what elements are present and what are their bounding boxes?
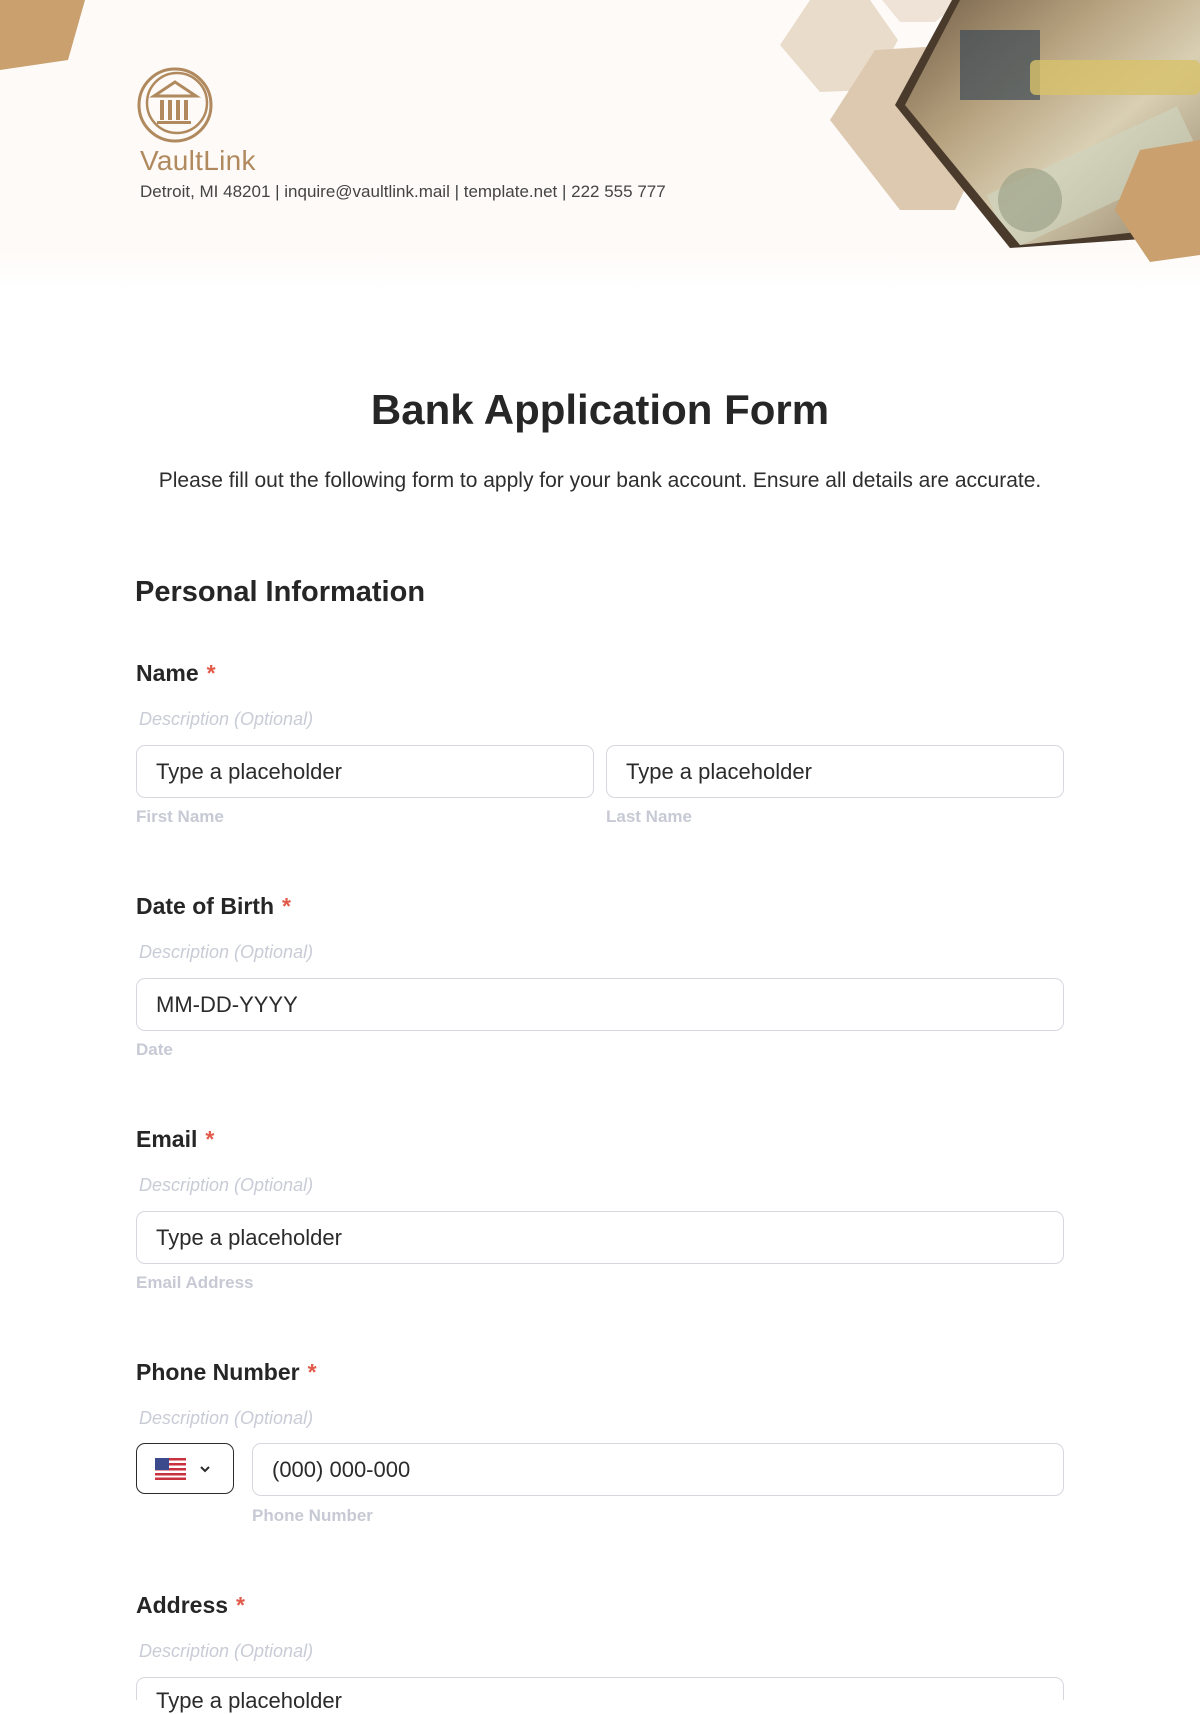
name-label-text: Name <box>136 660 199 686</box>
money-keys-photo-collage <box>730 0 1200 270</box>
phone-sublabel: Phone Number <box>252 1506 373 1525</box>
address-input[interactable] <box>136 1677 1064 1713</box>
dob-label-text: Date of Birth <box>136 893 274 919</box>
required-marker: * <box>236 1592 245 1618</box>
contact-line: Detroit, MI 48201 | inquire@vaultlink.mail | template.net | 222 555 777 <box>140 182 666 201</box>
email-input[interactable]: Type a placeholder <box>136 1211 1064 1264</box>
first-name-sublabel: First Name <box>136 807 224 826</box>
form-title: Bank Application Form <box>370 386 830 433</box>
phone-input[interactable]: (000) 000-000 <box>252 1443 1064 1496</box>
corner-decoration <box>0 0 100 80</box>
last-name-input[interactable]: Type a placeholder <box>606 745 1064 798</box>
dob-sublabel: Date <box>136 1040 173 1059</box>
required-marker: * <box>205 1126 215 1152</box>
form-subtitle: Please fill out the following form to apply for your bank account. Ensure all details are accurate. <box>158 469 1042 492</box>
first-name-input[interactable]: Type a placeholder <box>136 745 594 798</box>
required-marker: * <box>307 1359 317 1385</box>
name-description[interactable]: Description (Optional) <box>139 709 314 729</box>
address-label-text: Address <box>136 1592 229 1618</box>
country-code-select[interactable] <box>136 1443 234 1494</box>
email-label-text: Email <box>136 1126 198 1152</box>
dob-label <box>136 893 291 920</box>
required-marker: * <box>206 660 216 686</box>
pillar-building-icon <box>136 66 214 144</box>
required-marker: * <box>282 893 291 919</box>
address-description[interactable]: Description (Optional) <box>139 1641 314 1661</box>
email-sublabel: Email Address <box>136 1273 254 1292</box>
name-label <box>136 660 216 687</box>
phone-label <box>136 1359 317 1386</box>
email-description[interactable]: Description (Optional) <box>139 1175 314 1195</box>
dob-description[interactable]: Description (Optional) <box>139 942 314 962</box>
last-name-sublabel: Last Name <box>606 807 692 826</box>
section-heading: Personal Information <box>135 576 426 608</box>
letterhead <box>0 0 1200 290</box>
address-label <box>136 1592 245 1619</box>
brand-name: VaultLink <box>140 145 256 176</box>
chevron-down-icon <box>199 1463 211 1475</box>
email-label <box>136 1126 214 1153</box>
phone-description[interactable]: Description (Optional) <box>139 1408 314 1428</box>
us-flag-icon <box>155 1458 186 1480</box>
address-input-text: Type a placeholder <box>156 1688 342 1713</box>
phone-label-text: Phone Number <box>136 1359 300 1385</box>
dob-input[interactable]: MM-DD-YYYY <box>136 978 1064 1031</box>
